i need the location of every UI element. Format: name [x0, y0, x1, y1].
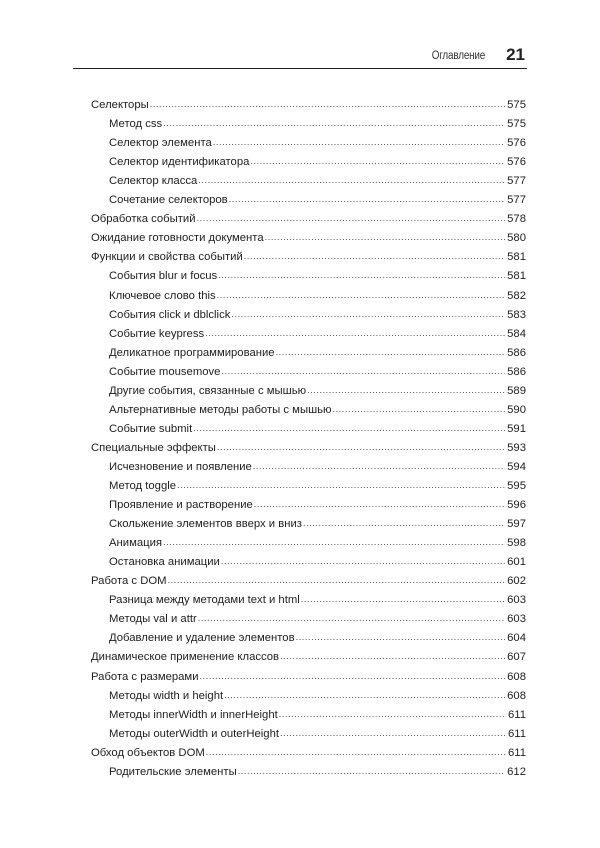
toc-entry-title: Селектор класса — [109, 175, 198, 188]
toc-subentry[interactable] — [109, 398, 526, 417]
toc-entry[interactable] — [91, 569, 526, 588]
toc-entry[interactable] — [91, 226, 526, 245]
dot-leader — [307, 383, 505, 397]
toc-entry-page: 582 — [507, 289, 526, 302]
toc-entry[interactable] — [91, 741, 526, 760]
toc-entry-title: Остановка анимации — [109, 556, 220, 569]
toc-entry-page: 584 — [507, 327, 526, 340]
dot-leader — [198, 173, 505, 187]
dot-leader — [253, 459, 505, 473]
toc-subentry[interactable] — [109, 188, 526, 207]
dot-leader — [303, 516, 505, 530]
toc-entry-page: 586 — [507, 365, 526, 378]
dot-leader — [217, 288, 505, 302]
dot-leader — [197, 211, 506, 225]
toc-entry-title: Скольжение элементов вверх и вниз — [109, 518, 302, 531]
dot-leader — [301, 592, 505, 606]
dot-leader — [250, 154, 505, 168]
toc-entry-page: 593 — [507, 441, 526, 454]
toc-subentry[interactable] — [109, 417, 526, 436]
toc-entry-page: 608 — [507, 670, 526, 683]
toc-entry-page: 602 — [507, 575, 526, 588]
dot-leader — [218, 268, 505, 282]
toc-entry-title: Разница между методами text и html — [109, 594, 300, 607]
toc-entry-title: Родительские элементы — [109, 765, 237, 778]
dot-leader — [206, 745, 506, 759]
toc-subentry[interactable] — [109, 112, 526, 131]
toc-entry-title: Работа с DOM — [91, 575, 167, 588]
toc-entry-title: Метод toggle — [109, 480, 177, 492]
dot-leader — [213, 135, 505, 149]
toc-subentry[interactable] — [109, 284, 526, 303]
toc-entry-title: Динамическое применение классов — [91, 651, 280, 664]
dot-leader — [280, 649, 505, 663]
toc-entry-page: 580 — [507, 232, 526, 245]
running-header-title: Оглавление — [431, 50, 485, 62]
dot-leader — [221, 554, 505, 568]
toc-entry-page: 603 — [507, 594, 526, 607]
dot-leader — [296, 630, 506, 644]
toc-subentry[interactable] — [109, 760, 526, 779]
toc-entry-page: 576 — [507, 156, 526, 169]
dot-leader — [193, 421, 505, 435]
dot-leader — [265, 230, 506, 244]
dot-leader — [224, 688, 505, 702]
toc-entry-title: Альтернативные методы работы с мышью — [109, 403, 332, 416]
toc-subentry[interactable] — [109, 455, 526, 474]
toc-entry-page: 597 — [507, 518, 526, 531]
toc-entry-page: 581 — [507, 270, 526, 283]
toc-entry[interactable] — [91, 436, 526, 455]
dot-leader — [221, 364, 505, 378]
toc-subentry[interactable] — [109, 607, 526, 626]
toc-entry-page: 601 — [507, 556, 526, 569]
toc-entry-page: 577 — [507, 194, 526, 207]
toc-entry-page: 604 — [507, 632, 526, 645]
toc-entry-page: 577 — [507, 175, 526, 188]
dot-leader — [205, 326, 505, 340]
running-header — [73, 40, 527, 69]
toc-subentry[interactable] — [109, 531, 526, 550]
toc-entry-page: 575 — [507, 118, 526, 131]
toc-entry-page: 586 — [507, 346, 526, 359]
toc-entry-title: Методы width и height — [109, 689, 224, 702]
toc-entry-title: Специальные эффекты — [91, 441, 216, 454]
dot-leader — [177, 478, 505, 492]
page-number: 21 — [506, 45, 525, 64]
toc-entry-page: 575 — [507, 99, 526, 111]
toc-entry-title: Сочетание селекторов — [109, 194, 228, 207]
toc-entry-title: Добавление и удаление элементов — [109, 632, 295, 645]
toc-subentry[interactable] — [109, 703, 526, 722]
toc-entry-title: Ожидание готовности документа — [91, 232, 264, 245]
toc-entry-page: 612 — [507, 765, 526, 778]
toc-entry-page: 603 — [507, 613, 526, 626]
toc-entry-title: Функции и свойства событий — [91, 251, 243, 264]
dot-leader — [280, 726, 506, 740]
toc-entry-title: Другие события, связанные с мышью — [109, 384, 307, 397]
toc-entry-page: 594 — [507, 460, 526, 473]
toc-entry-title: Событие mousemove — [109, 365, 221, 378]
toc-subentry[interactable] — [109, 131, 526, 150]
toc-entry-title: Работа с размерами — [91, 670, 199, 683]
toc-entry-title: Деликатное программирование — [109, 346, 275, 359]
toc-entry-page: 583 — [507, 308, 526, 321]
toc-entry-title: Селекторы — [91, 99, 149, 111]
toc-subentry[interactable] — [109, 169, 526, 188]
toc-subentry[interactable] — [109, 588, 526, 607]
toc-subentry[interactable] — [109, 550, 526, 569]
toc-entry-title: События click и dblclick — [109, 308, 231, 321]
toc-entry-title: Анимация — [109, 537, 163, 550]
toc-subentry[interactable] — [109, 626, 526, 645]
toc-entry-title: Проявление и растворение — [109, 499, 253, 512]
toc-entry-page: 578 — [507, 213, 526, 226]
dot-leader — [229, 192, 505, 206]
toc-entry-title: Ключевое слово this — [109, 289, 216, 302]
toc-entry-page: 576 — [507, 137, 526, 150]
toc-entry[interactable] — [91, 245, 526, 264]
toc-entry-title: Исчезновение и появление — [109, 460, 252, 473]
toc-entry-title: Метод css — [109, 118, 163, 131]
toc-entry-title: Обработка событий — [91, 213, 196, 226]
toc-entry-title: Методы val и attr — [109, 613, 197, 626]
toc-entry-page: 608 — [507, 689, 526, 702]
dot-leader — [244, 249, 505, 263]
toc-entry[interactable] — [91, 93, 526, 112]
toc-entry-page: 611 — [507, 727, 526, 740]
toc-subentry[interactable] — [109, 341, 526, 360]
toc-subentry[interactable] — [109, 379, 526, 398]
toc-entry-title: Методы innerWidth и innerHeight — [109, 708, 278, 721]
toc-entry-title: Обход объектов DOM — [91, 746, 205, 759]
toc-subentry[interactable] — [109, 264, 526, 283]
dot-leader — [168, 573, 506, 587]
toc-entry-page: 607 — [507, 651, 526, 664]
toc-subentry[interactable] — [109, 360, 526, 379]
toc-subentry[interactable] — [109, 512, 526, 531]
toc-entry[interactable] — [91, 665, 526, 684]
toc-entry-title: Методы outerWidth и outerHeight — [109, 727, 279, 740]
dot-leader — [238, 764, 505, 778]
dot-leader — [200, 669, 506, 683]
dot-leader — [332, 402, 505, 416]
toc-entry-title: Селектор элемента — [109, 137, 212, 150]
toc-entry-title: Событие submit — [109, 422, 193, 435]
toc-entry-page: 581 — [507, 251, 526, 264]
dot-leader — [254, 497, 505, 511]
toc-subentry[interactable] — [109, 684, 526, 703]
dot-leader — [163, 535, 505, 549]
dot-leader — [163, 116, 505, 130]
toc-subentry[interactable] — [109, 150, 526, 169]
toc-entry-page: 595 — [507, 480, 526, 492]
toc-subentry[interactable] — [109, 493, 526, 512]
toc-entry-title: События blur и focus — [109, 270, 218, 283]
toc-subentry[interactable] — [109, 722, 526, 741]
toc-entry-page: 590 — [507, 403, 526, 416]
toc-entry-page: 596 — [507, 499, 526, 512]
toc-entry-page: 589 — [507, 384, 526, 397]
toc-entry[interactable] — [91, 207, 526, 226]
dot-leader — [198, 611, 505, 625]
toc-entry-title: Событие keypress — [109, 327, 205, 340]
dot-leader — [217, 440, 505, 454]
dot-leader — [150, 97, 505, 111]
toc-entry[interactable] — [91, 645, 526, 664]
toc-entry-page: 598 — [507, 537, 526, 550]
toc-subentry[interactable] — [109, 322, 526, 341]
dot-leader — [231, 307, 505, 321]
toc-entry-title: Селектор идентификатора — [109, 156, 250, 169]
toc-subentry[interactable] — [109, 474, 526, 493]
dot-leader — [279, 707, 506, 721]
toc-entry-page: 591 — [507, 422, 526, 435]
toc-subentry[interactable] — [109, 303, 526, 322]
toc-entry-page: 611 — [507, 708, 526, 721]
dot-leader — [276, 345, 506, 359]
toc-entry-page: 611 — [507, 746, 526, 759]
